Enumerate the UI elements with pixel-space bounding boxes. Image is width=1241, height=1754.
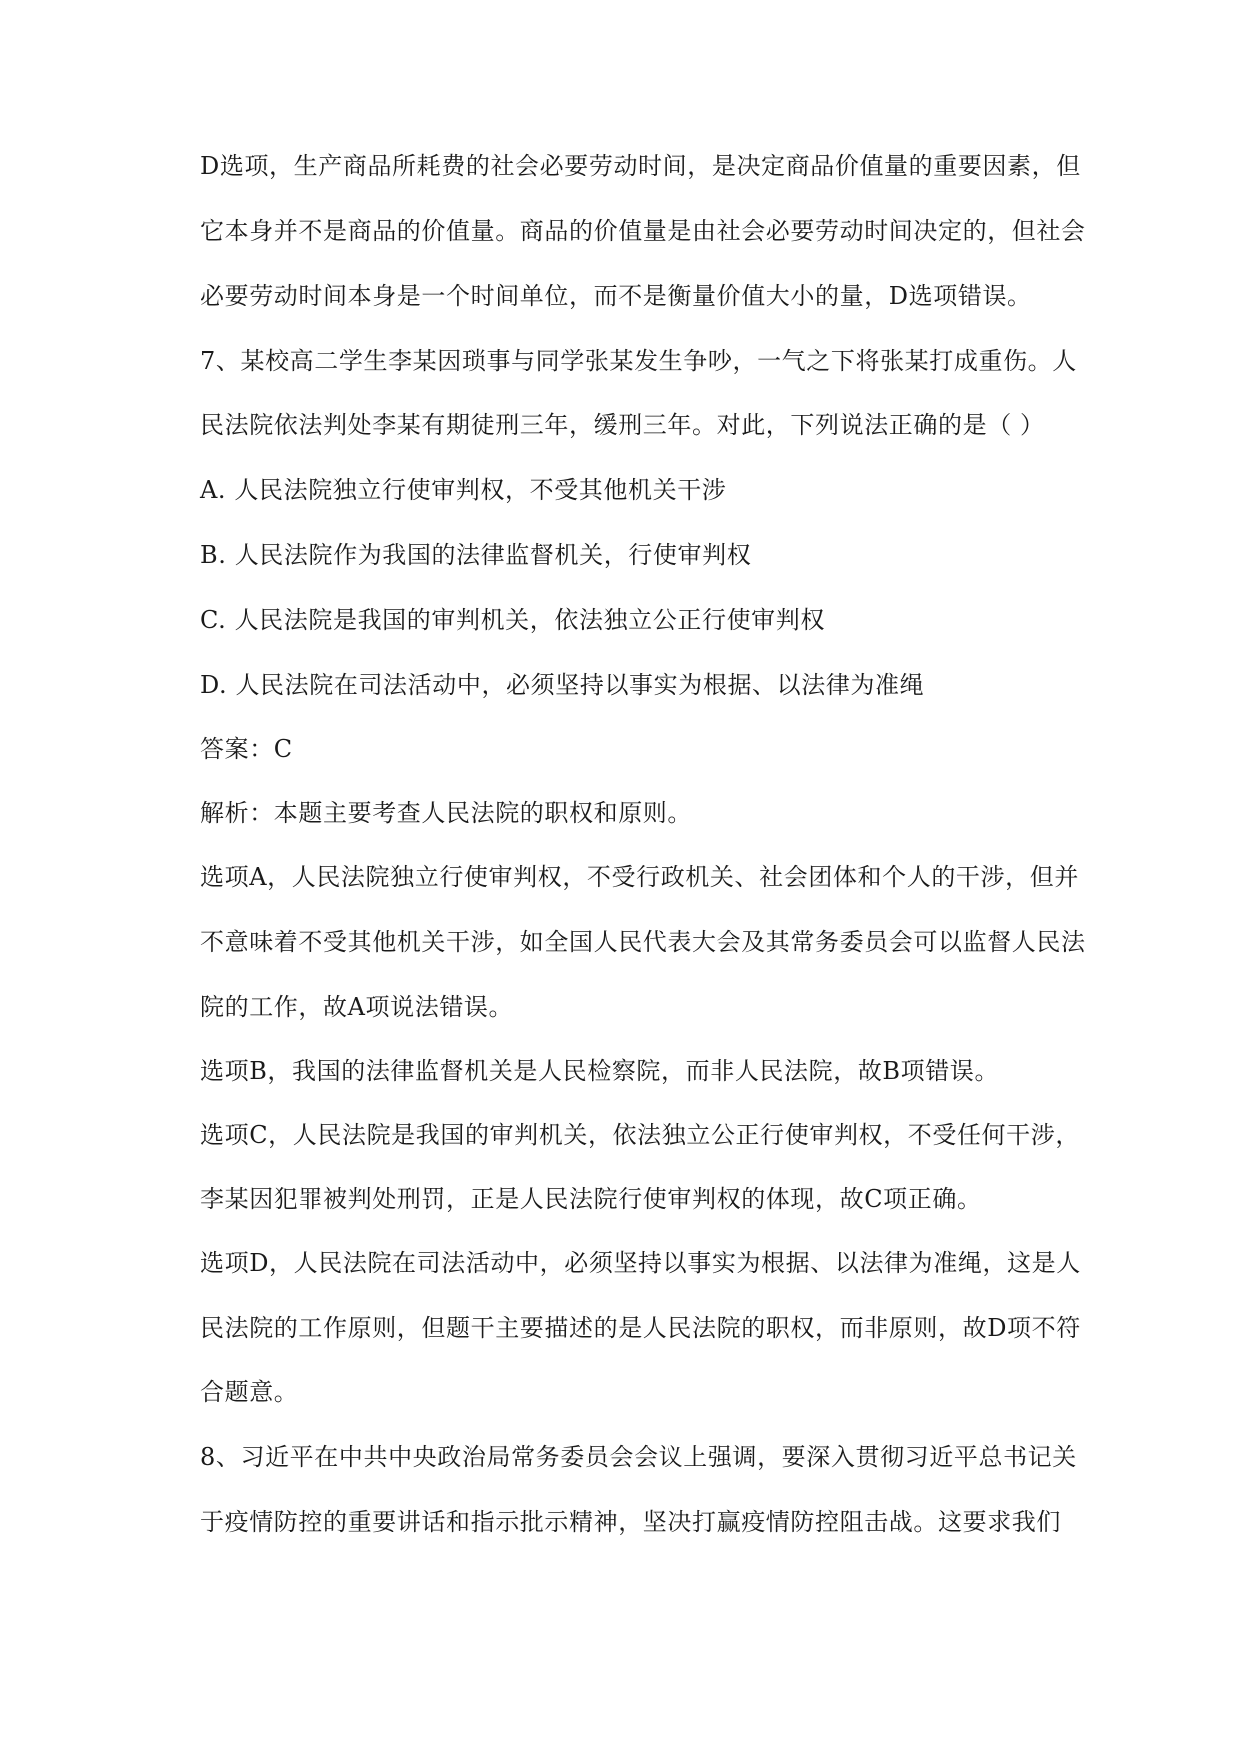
option-b: B. 人民法院作为我国的法律监督机关，行使审判权	[200, 541, 752, 569]
paragraph-line: 选项C，人民法院是我国的审判机关，依法独立公正行使审判权，不受任何干涉，	[200, 1121, 1080, 1149]
paragraph-line: D选项，生产商品所耗费的社会必要劳动时间，是决定商品价值量的重要因素，但	[200, 152, 1081, 180]
option-a: A. 人民法院独立行使审判权，不受其他机关干涉	[200, 476, 727, 504]
paragraph-line: 选项D，人民法院在司法活动中，必须坚持以事实为根据、以法律为准绳，这是人	[200, 1249, 1081, 1277]
paragraph-line: 院的工作，故A项说法错误。	[200, 993, 514, 1021]
paragraph-line: 选项B，我国的法律监督机关是人民检察院，而非人民法院，故B项错误。	[200, 1057, 1000, 1085]
paragraph-line: 合题意。	[200, 1378, 299, 1406]
answer-line: 答案：C	[200, 735, 293, 763]
paragraph-line: 不意味着不受其他机关干涉，如全国人民代表大会及其常务委员会可以监督人民法	[200, 928, 1086, 956]
paragraph-line: 选项A，人民法院独立行使审判权，不受行政机关、社会团体和个人的干涉，但并	[200, 863, 1079, 891]
question-stem-line: 8、习近平在中共中央政治局常务委员会会议上强调，要深入贯彻习近平总书记关	[200, 1443, 1077, 1471]
paragraph-line: 李某因犯罪被判处刑罚，正是人民法院行使审判权的体现，故C项正确。	[200, 1185, 982, 1213]
question-stem-line: 于疫情防控的重要讲话和指示批示精神，坚决打赢疫情防控阻击战。这要求我们	[200, 1508, 1061, 1536]
option-d: D. 人民法院在司法活动中，必须坚持以事实为根据、以法律为准绳	[200, 671, 925, 699]
paragraph-line: 必要劳动时间本身是一个时间单位，而不是衡量价值大小的量，D选项错误。	[200, 282, 1032, 310]
paragraph-line: 它本身并不是商品的价值量。商品的价值量是由社会必要劳动时间决定的，但社会	[200, 217, 1086, 245]
question-stem-line: 7、某校高二学生李某因琐事与同学张某发生争吵，一气之下将张某打成重伤。人	[200, 347, 1077, 375]
paragraph-line: 民法院的工作原则，但题干主要描述的是人民法院的职权，而非原则，故D项不符	[200, 1314, 1081, 1342]
analysis-line: 解析：本题主要考查人民法院的职权和原则。	[200, 799, 692, 827]
question-stem-line: 民法院依法判处李某有期徒刑三年，缓刑三年。对此，下列说法正确的是（ ）	[200, 411, 1045, 439]
option-c: C. 人民法院是我国的审判机关，依法独立公正行使审判权	[200, 606, 825, 634]
